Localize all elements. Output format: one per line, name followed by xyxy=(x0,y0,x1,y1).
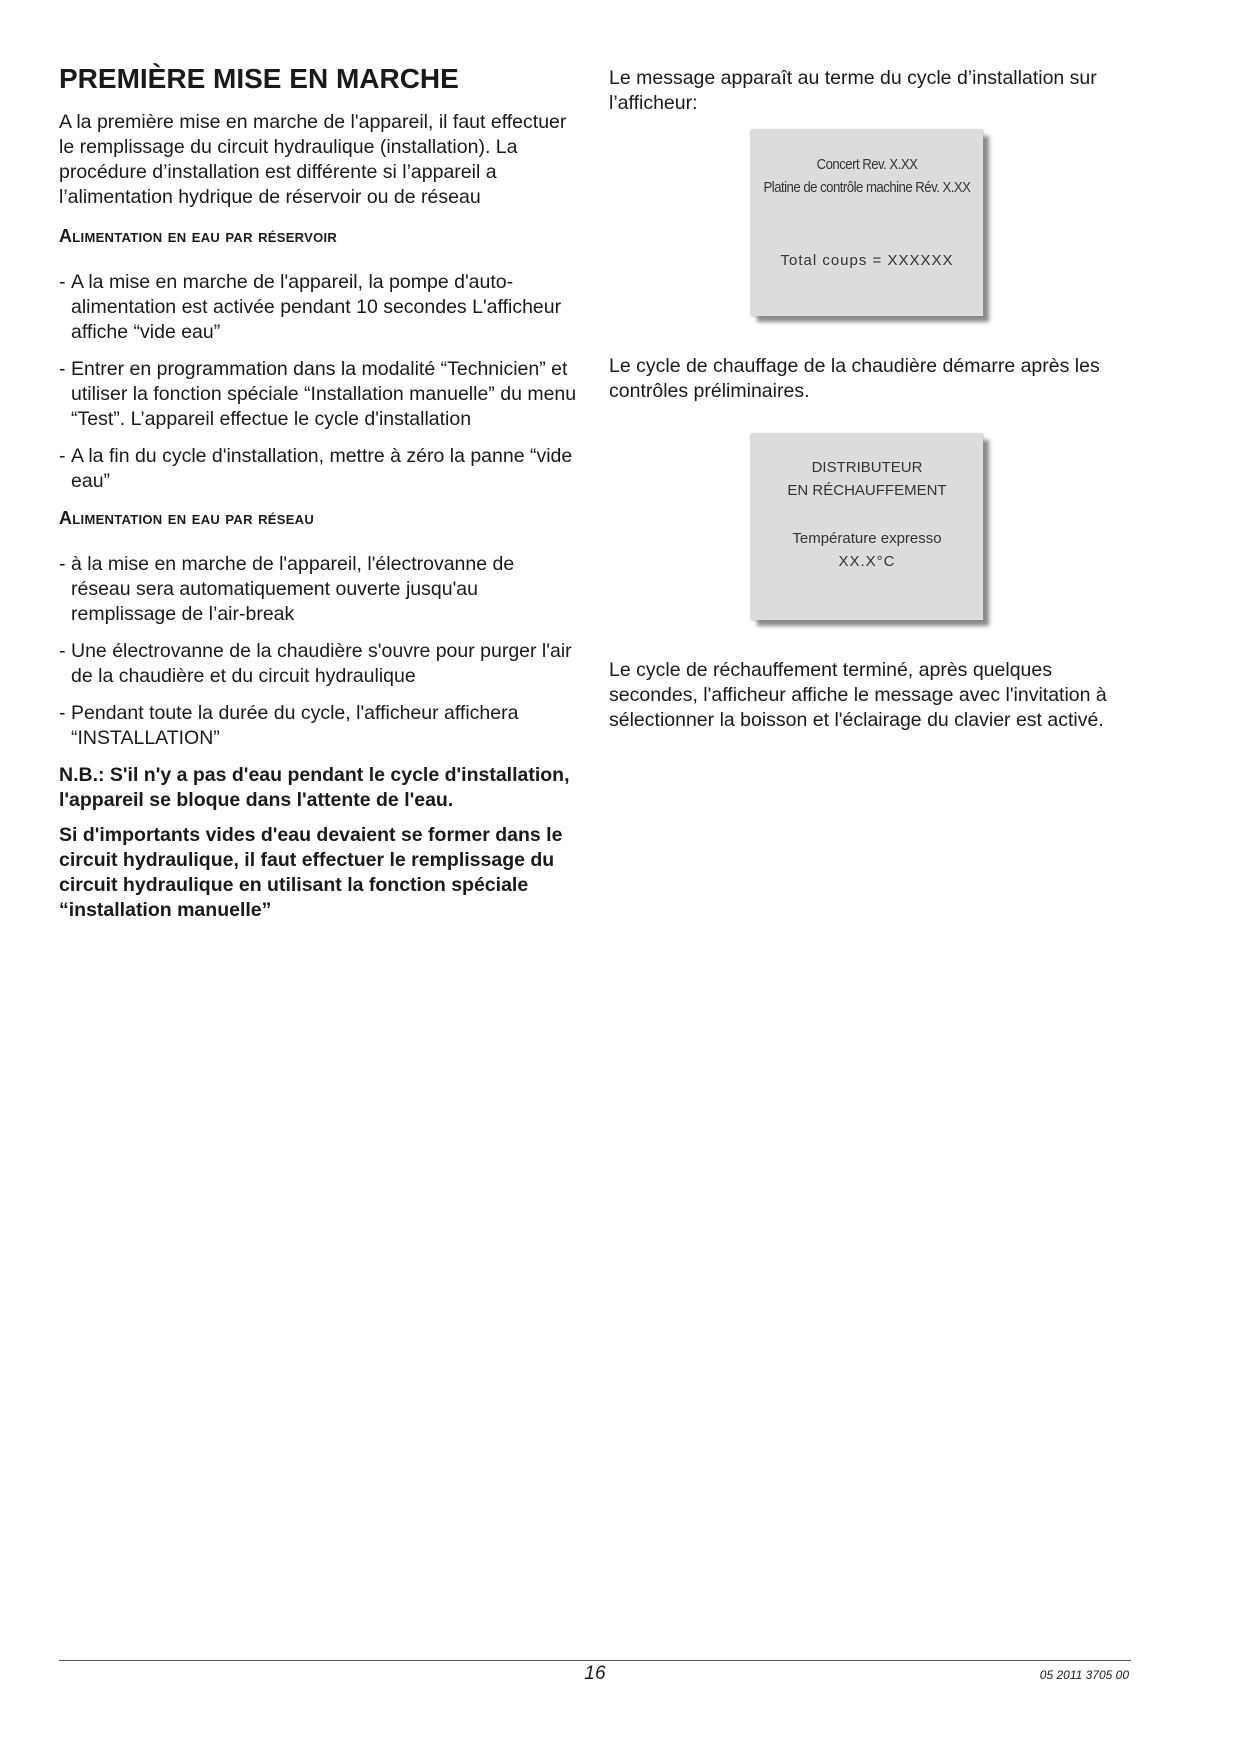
display-line: Température expresso xyxy=(792,530,942,547)
left-column xyxy=(59,62,579,933)
list-item: - à la mise en marche de l'appareil, l'électrovanne de réseau sera automatiquement ouverte jusqu'au remplissage de l’air-break xyxy=(59,553,515,625)
right-column xyxy=(609,66,1139,733)
display-line: Concert Rev. X.XX xyxy=(816,156,918,173)
list-item: - Une électrovanne de la chaudière s'ouvre pour purger l'air de la chaudière et du circuit hydraulique xyxy=(59,640,572,687)
display-panel-heating xyxy=(751,434,983,620)
display-intro-text: Le message apparaît au terme du cycle d’installation sur l’afficheur: xyxy=(609,67,1097,114)
section-heading-reservoir: Alimentation en eau par réservoir xyxy=(59,226,338,246)
footer-divider xyxy=(59,1660,1131,1661)
note-no-water: N.B.: S'il n'y a pas d'eau pendant le cycle d'installation, l'appareil se bloque dans l'attente de l'eau. xyxy=(59,764,570,811)
document-code: 05 2011 3705 00 xyxy=(1039,1668,1129,1682)
list-item: - A la fin du cycle d'installation, mettre à zéro la panne “vide eau” xyxy=(59,445,573,492)
display-panel-version xyxy=(751,130,983,316)
display-line: XX.X°C xyxy=(838,553,896,570)
list-item: - A la mise en marche de l'appareil, la pompe d'auto-alimentation est activée pendant 10 secondes L'afficheur affiche “vide eau” xyxy=(59,271,562,343)
heating-done-text: Le cycle de réchauffement terminé, après quelques secondes, l'afficheur affiche le message avec l'invitation à sélectionner la boisson et l'éclairage du clavier est activé. xyxy=(609,659,1107,731)
list-item: - Entrer en programmation dans la modalité “Technicien” et utiliser la fonction spéciale “Installation manuelle” du menu “Test”. L’appareil effectue le cycle d'installation xyxy=(59,358,577,430)
reservoir-list xyxy=(59,270,579,494)
page-title: PREMIÈRE MISE EN MARCHE xyxy=(59,63,459,94)
section-heading-reseau: Alimentation en eau par réseau xyxy=(59,508,315,528)
heating-text: Le cycle de chauffage de la chaudière démarre après les contrôles préliminaires. xyxy=(609,355,1100,402)
display-line: EN RÉCHAUFFEMENT xyxy=(787,482,947,499)
display-line: Total coups = XXXXXX xyxy=(780,252,954,269)
list-item: - Pendant toute la durée du cycle, l'afficheur affichera “INSTALLATION” xyxy=(59,702,519,749)
display-line: Platine de contrôle machine Rév. X.XX xyxy=(763,179,971,196)
intro-paragraph: A la première mise en marche de l'appareil, il faut effectuer le remplissage du circuit hydraulique (installation). La procédure d’installation est différente si l’appareil a l’alimentation hydrique de réservoir ou de réseau xyxy=(59,111,567,208)
reseau-list xyxy=(59,552,579,751)
page-number: 16 xyxy=(584,1663,606,1684)
note-manual-install: Si d'importants vides d'eau devaient se former dans le circuit hydraulique, il faut effectuer le remplissage du circuit hydraulique en utilisant la fonction spéciale “installation manuelle” xyxy=(59,824,563,921)
display-line: DISTRIBUTEUR xyxy=(811,459,923,476)
